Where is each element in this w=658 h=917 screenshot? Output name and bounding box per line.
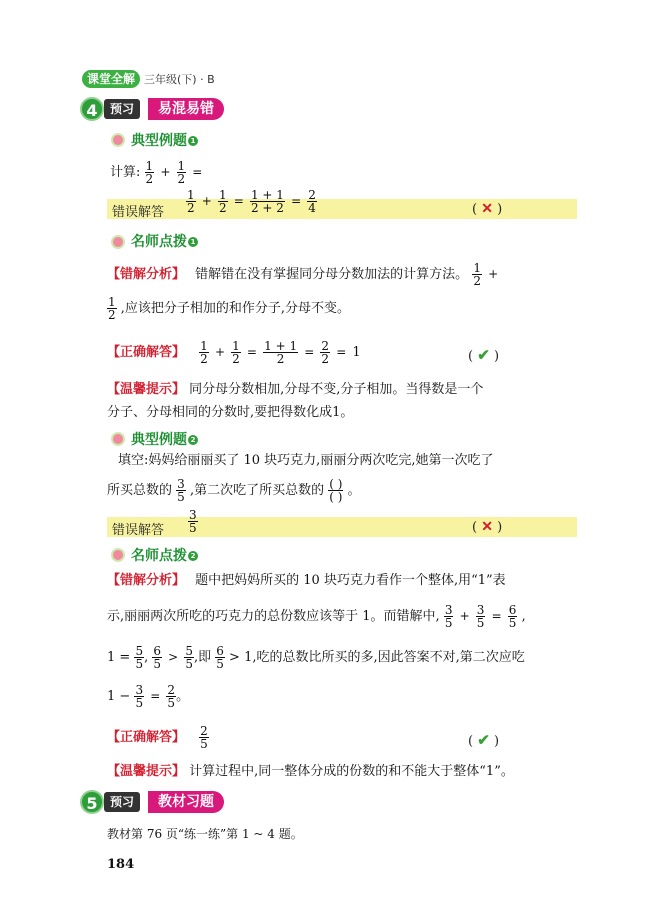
check-icon: ✔ — [477, 346, 490, 364]
section-tag: 预习 — [104, 99, 140, 119]
section-number-4: 4 — [80, 97, 104, 121]
warm-hint-1 — [107, 381, 577, 399]
example-title-text: 典型例题 — [131, 432, 187, 448]
analysis-text: ,应该把分子相加的和作分子,分母不变。 — [120, 301, 351, 316]
fraction: $\frac{1}{2}$ — [177, 159, 186, 186]
example-title-1 — [131, 130, 198, 150]
tip-badge: 2 — [188, 551, 198, 561]
question-2-line2: 所买总数的 $\frac{3}{5}$ ,第二次吃了所买总数的 $\frac{( )}{( )}$ 。 — [107, 477, 361, 504]
fraction: $\frac{1}{2}$ — [145, 159, 154, 186]
correct-label: 【正确解答】 — [107, 345, 186, 360]
example-badge: 1 — [188, 136, 198, 146]
section-tag: 预习 — [104, 792, 140, 812]
teacher-tip-title-1 — [131, 231, 198, 251]
question-prefix: 计算: — [110, 165, 141, 180]
analysis-text: 题中把妈妈所买的 10 块巧克力看作一个整体,用“1”表 — [195, 573, 506, 588]
hint-text: 同分母分数相加,分母不变,分子相加。当得数是一个 — [189, 382, 484, 397]
tip-title-text: 名师点拨 — [131, 548, 187, 564]
clover-icon — [111, 432, 125, 446]
analysis-label: 【错解分析】 — [107, 267, 186, 282]
analysis-text: 错解错在没有掌握同分母分数加法的计算方法。 — [195, 267, 469, 282]
correct-mark-1: ( ✔ ) — [468, 346, 500, 364]
error-analysis-2-line4: 1 − $\frac{3}{5}$ = $\frac{2}{5}$ 。 — [107, 683, 190, 710]
error-analysis-1-cont: $\frac{1}{2}$ ,应该把分子相加的和作分子,分母不变。 — [108, 295, 351, 322]
wrong-answer-expression-2: $\frac{3}{5}$ — [189, 508, 197, 535]
error-analysis-1: 【错解分析】 错解错在没有掌握同分母分数加法的计算方法。 $\frac{1}{2}$ + — [107, 261, 499, 288]
book-subtitle: 三年级(下) · B — [144, 73, 215, 86]
check-icon: ✔ — [477, 731, 490, 749]
hint-label: 【温馨提示】 — [107, 382, 186, 397]
correct-mark-2: ( ✔ ) — [468, 731, 500, 749]
example-badge: 2 — [188, 435, 198, 445]
wrong-mark-1: ( ✕ ) — [472, 201, 503, 217]
cross-icon: ✕ — [481, 519, 493, 535]
section-title: 教材习题 — [148, 791, 224, 813]
answer-blank[interactable]: $\frac{( )}{( )}$ — [329, 477, 343, 504]
question-1 — [110, 160, 204, 185]
clover-icon — [111, 235, 125, 249]
brand-badge: 课堂全解 — [82, 70, 140, 88]
warm-hint-1-cont: 分子、分母相同的分数时,要把得数化成1。 — [107, 405, 354, 420]
plus-sign: + — [160, 165, 171, 179]
tip-title-text: 名师点拨 — [131, 234, 187, 250]
analysis-label: 【错解分析】 — [107, 573, 186, 588]
example-title-2 — [131, 429, 198, 449]
wrong-answer-expression-1: $\frac{1}{2}$ + $\frac{1}{2}$ = $\frac{1 + 1}{2 + 2}$ = $\frac{2}{4}$ — [187, 188, 316, 215]
hint-label: 【温馨提示】 — [107, 764, 186, 779]
error-analysis-2-line2: 示,丽丽两次所吃的巧克力的总份数应该等于 1。而错解中, $\frac{3}{5}$ + $\frac{3}{5}$ = $\frac{6}{5}$ , — [107, 603, 526, 630]
correct-answer-2: 【正确解答】 $\frac{2}{5}$ — [107, 724, 208, 751]
section-number-5: 5 — [80, 790, 104, 814]
cross-icon: ✕ — [481, 201, 493, 217]
wrong-answer-label: 错误解答 — [112, 523, 165, 538]
correct-label: 【正确解答】 — [107, 730, 186, 745]
hint-text: 计算过程中,同一整体分成的份数的和不能大于整体“1”。 — [189, 764, 514, 779]
clover-icon — [111, 133, 125, 147]
textbook-exercise: 教材第 76 页“练一练”第 1 ~ 4 题。 — [107, 827, 303, 841]
wrong-answer-bar-2 — [107, 517, 577, 537]
error-analysis-2 — [107, 572, 587, 590]
teacher-tip-title-2 — [131, 545, 198, 565]
clover-icon — [111, 548, 125, 562]
correct-answer-1: 【正确解答】 $\frac{1}{2}$ + $\frac{1}{2}$ = $\frac{1 + 1}{2}$ = $\frac{2}{2}$ = 1 — [107, 339, 361, 366]
example-title-text: 典型例题 — [131, 133, 187, 149]
wrong-mark-2: ( ✕ ) — [472, 519, 503, 535]
warm-hint-2 — [107, 763, 587, 781]
page-number: 184 — [107, 857, 135, 872]
tip-badge: 1 — [188, 237, 198, 247]
section-title: 易混易错 — [148, 98, 224, 120]
question-2-line1: 填空:妈妈给丽丽买了 10 块巧克力,丽丽分两次吃完,她第一次吃了 — [118, 453, 494, 468]
error-analysis-2-line3: 1 = $\frac{5}{5}$ , $\frac{6}{5}$ > $\frac{5}{5}$ ,即 $\frac{6}{5}$ > 1,吃的总数比所买的多,因此答案不对,第二次应吃 — [107, 644, 525, 671]
wrong-answer-bar-1 — [107, 199, 577, 219]
equals-sign: = — [192, 165, 203, 179]
wrong-answer-label: 错误解答 — [112, 205, 165, 220]
